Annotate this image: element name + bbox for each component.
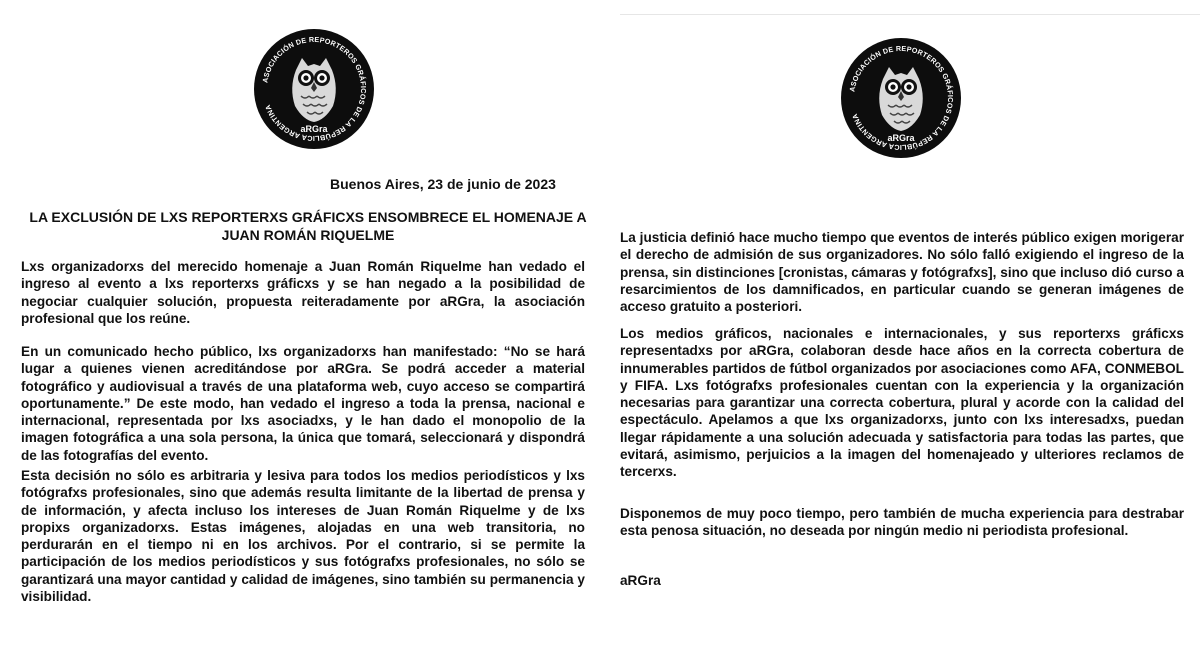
paragraph: Lxs organizadorxs del merecido homenaje a Juan Román Riquelme han vedado el ingreso al evento a lxs reporterxs gráficxs y se han negado a la posibilidad de negociar cualquier solución, propuesta reiteradamente por aRGra, la asociación profesional que los reúne. — [21, 259, 585, 326]
paragraph: Esta decisión no sólo es arbitraria y lesiva para todos los medios periodísticos y lxs fotógrafxs profesionales, sino que además resulta limitante de la libertad de prensa y de información, y afecta incluso los intereses de Juan Román Riquelme y de lxs propixs organizadorxs. Estas imágenes, alojadas en una web transitoria, no perdurarán en el tiempo ni en los archivos. Por el contrario, si se permite la participación de los medios periodísticos y sus fotógrafxs profesionales, no sólo se garantizará una mayor cantidad y calidad de imágenes, sino también su permanencia y visibilidad. — [21, 468, 585, 605]
logo-wordmark: aRGra — [300, 124, 328, 134]
logo-ring-text: ASOCIACIÓN DE REPORTEROS GRÁFICOS DE LA REPÚBLICA ARGENTINA — [847, 43, 956, 153]
press-release-page-2 — [620, 14, 1200, 648]
paragraph: En un comunicado hecho público, lxs organizadorxs han manifestado: “No se hará lugar a quienes vienen acreditándose por aRGra. Se podrá acceder a material fotográfico y audiovisual a través de una plataforma web, cuyo acceso se compartirá oportunamente.” De este modo, han vedado el ingreso a toda la prensa, nacional e internacional, representada por lxs asociadxs, y le han dado el monopolio de la imagen fotográfica a una sola persona, la única que tomará, seleccionará y dispondrá de las fotografías del evento. — [21, 344, 585, 463]
paragraph: Los medios gráficos, nacionales e internacionales, y sus reporterxs gráficxs representadxs por aRGra, colaboran desde hace años en la correcta cobertura de innumerables partidos de fútbol organizados por asociaciones como AFA, CONMEBOL y FIFA. Lxs fotógrafxs profesionales cuentan con la experiencia y la organización necesarias para garantizar una correcta cobertura, plural y acorde con la calidad del espectáculo. Apelamos a que lxs organizadorxs, junto con lxs interesadxs, puedan llegar rápidamente a una solución adecuada y satisfactoria para todas las partes, que evitará, asimismo, perjuicios a la imagen del homenajeado y ulteriores reclamos de tercerxs. — [620, 326, 1184, 480]
logo-ring-text: ASOCIACIÓN DE REPORTEROS GRÁFICOS DE LA REPÚBLICA ARGENTINA — [260, 34, 369, 144]
argra-logo — [840, 37, 962, 159]
document-title: LA EXCLUSIÓN DE LXS REPORTERXS GRÁFICXS ENSOMBRECE EL HOMENAJE A JUAN ROMÁN RIQUELME — [29, 209, 587, 243]
paragraph: Disponemos de muy poco tiempo, pero también de mucha experiencia para destrabar esta penosa situación, no deseada por ningún medio ni periodista profesional. — [620, 506, 1184, 539]
document-date: Buenos Aires, 23 de junio de 2023 — [330, 176, 556, 192]
owl-icon — [840, 37, 962, 159]
owl-icon — [253, 28, 375, 150]
logo-wordmark: aRGra — [887, 133, 915, 143]
signature: aRGra — [620, 573, 661, 588]
paragraph: La justicia definió hace mucho tiempo que eventos de interés público exigen morigerar el derecho de admisión de sus organizadores. No sólo falló exigiendo el ingreso de la prensa, sin distinciones [cronistas, cámaras y fotógrafxs], sino que incluso dió curso a resarcimientos de los damnificados, en particular cuando se generan imágenes de acceso gratuito a posteriori. — [620, 230, 1184, 315]
argra-logo — [253, 28, 375, 150]
